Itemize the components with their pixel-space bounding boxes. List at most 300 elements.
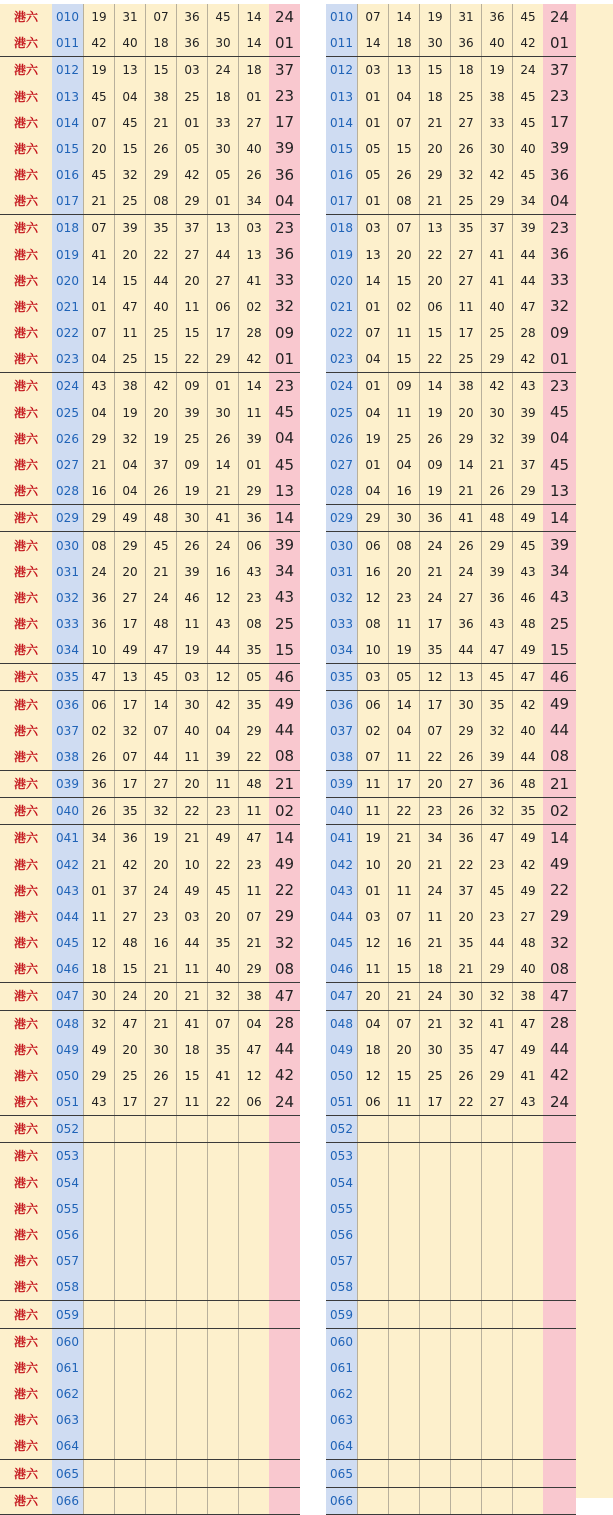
period-number: 024: [52, 373, 84, 400]
period-number: 025: [52, 400, 84, 426]
drawn-number: 21: [84, 188, 115, 215]
drawn-number: [420, 1487, 451, 1514]
drawn-number: 17: [451, 320, 482, 346]
drawn-number: 14: [239, 4, 270, 30]
drawn-number: 28: [239, 320, 270, 346]
period-number: 020: [52, 268, 84, 294]
drawn-number: 47: [115, 294, 146, 320]
period-number: 035: [326, 664, 358, 691]
special-number: 36: [269, 162, 300, 188]
period-number: 053: [52, 1143, 84, 1170]
lottery-label: 港六: [0, 904, 52, 930]
special-number: 28: [269, 1010, 300, 1037]
special-number: [543, 1170, 576, 1196]
special-number: 49: [269, 852, 300, 878]
drawn-number: [389, 1328, 420, 1355]
drawn-number: 29: [239, 718, 270, 744]
period-number: 057: [326, 1248, 358, 1274]
drawn-number: 47: [115, 1010, 146, 1037]
special-number: 49: [543, 691, 576, 718]
table-row: [326, 84, 576, 110]
drawn-number: [358, 1248, 389, 1274]
special-number: 49: [269, 691, 300, 718]
drawn-number: [208, 1433, 239, 1460]
table-row: [326, 532, 576, 559]
drawn-number: 14: [208, 452, 239, 478]
drawn-number: 03: [358, 664, 389, 691]
period-number: 060: [52, 1328, 84, 1355]
drawn-number: [451, 1196, 482, 1222]
drawn-number: 48: [115, 930, 146, 956]
drawn-number: 27: [146, 770, 177, 797]
drawn-number: 32: [482, 983, 513, 1010]
drawn-number: 07: [84, 215, 115, 242]
period-number: 044: [326, 904, 358, 930]
drawn-number: [239, 1222, 270, 1248]
table-row: [326, 1222, 576, 1248]
drawn-number: [239, 1328, 270, 1355]
drawn-number: [513, 1196, 544, 1222]
period-number: 019: [326, 242, 358, 268]
lottery-label: 港六: [0, 478, 52, 505]
drawn-number: 06: [358, 532, 389, 559]
lottery-label: 港六: [0, 505, 52, 532]
table-row: [0, 400, 300, 426]
drawn-number: 30: [482, 400, 513, 426]
drawn-number: 42: [84, 30, 115, 57]
drawn-number: 21: [208, 478, 239, 505]
drawn-number: 44: [146, 268, 177, 294]
table-row: [0, 637, 300, 664]
period-number: 037: [326, 718, 358, 744]
drawn-number: 29: [177, 188, 208, 215]
drawn-number: 47: [239, 825, 270, 852]
drawn-number: [239, 1143, 270, 1170]
drawn-number: [358, 1328, 389, 1355]
drawn-number: [513, 1460, 544, 1487]
drawn-number: 09: [420, 452, 451, 478]
drawn-number: 07: [208, 1010, 239, 1037]
drawn-number: 11: [358, 770, 389, 797]
drawn-number: [451, 1355, 482, 1381]
drawn-number: 45: [513, 84, 544, 110]
drawn-number: 39: [513, 426, 544, 452]
special-number: 17: [543, 110, 576, 136]
special-number: 29: [269, 904, 300, 930]
drawn-number: [239, 1381, 270, 1407]
drawn-number: [513, 1381, 544, 1407]
drawn-number: 20: [389, 242, 420, 268]
draw-table-sorted-order: [326, 4, 576, 1515]
table-row: [326, 346, 576, 373]
lottery-label: 港六: [0, 57, 52, 84]
special-number: 14: [543, 825, 576, 852]
period-number: 028: [326, 478, 358, 505]
drawn-number: 25: [420, 1063, 451, 1089]
drawn-number: 44: [513, 744, 544, 771]
drawn-number: 20: [420, 268, 451, 294]
period-number: 041: [326, 825, 358, 852]
drawn-number: 19: [420, 4, 451, 30]
drawn-number: 17: [208, 320, 239, 346]
drawn-number: 13: [115, 57, 146, 84]
drawn-number: 03: [358, 215, 389, 242]
drawn-number: 34: [84, 825, 115, 852]
table-row: [326, 110, 576, 136]
drawn-number: [482, 1487, 513, 1514]
drawn-number: 14: [146, 691, 177, 718]
special-number: 37: [543, 57, 576, 84]
drawn-number: [513, 1328, 544, 1355]
drawn-number: [482, 1116, 513, 1143]
drawn-number: 25: [389, 426, 420, 452]
drawn-number: 15: [146, 346, 177, 373]
special-number: [269, 1487, 300, 1514]
drawn-number: 36: [482, 4, 513, 30]
lottery-label: 港六: [0, 110, 52, 136]
drawn-number: 41: [208, 1063, 239, 1089]
drawn-number: 35: [239, 691, 270, 718]
drawn-number: [420, 1328, 451, 1355]
period-number: 050: [52, 1063, 84, 1089]
period-number: 027: [326, 452, 358, 478]
drawn-number: 36: [451, 611, 482, 637]
special-number: 32: [543, 930, 576, 956]
drawn-number: 24: [420, 983, 451, 1010]
drawn-number: 12: [239, 1063, 270, 1089]
period-number: 043: [326, 878, 358, 904]
drawn-number: [208, 1222, 239, 1248]
lottery-label: 港六: [0, 1143, 52, 1170]
special-number: [543, 1222, 576, 1248]
drawn-number: 19: [420, 400, 451, 426]
drawn-number: 21: [420, 559, 451, 585]
drawn-number: 48: [146, 611, 177, 637]
drawn-number: 04: [389, 718, 420, 744]
drawn-number: 29: [482, 346, 513, 373]
drawn-number: 12: [84, 930, 115, 956]
special-number: [269, 1143, 300, 1170]
drawn-number: 21: [146, 1010, 177, 1037]
drawn-number: 06: [420, 294, 451, 320]
special-number: [269, 1355, 300, 1381]
drawn-number: 18: [239, 57, 270, 84]
lottery-label: 港六: [0, 878, 52, 904]
table-row: [0, 1248, 300, 1274]
drawn-number: 29: [482, 532, 513, 559]
table-row: [326, 268, 576, 294]
drawn-number: 11: [239, 798, 270, 825]
lottery-label: 港六: [0, 162, 52, 188]
drawn-number: 29: [84, 426, 115, 452]
drawn-number: 01: [239, 452, 270, 478]
drawn-number: 21: [420, 110, 451, 136]
table-row: [0, 1407, 300, 1433]
drawn-number: 30: [146, 1037, 177, 1063]
drawn-number: [358, 1460, 389, 1487]
drawn-number: 29: [239, 956, 270, 983]
drawn-number: 35: [208, 930, 239, 956]
drawn-number: [420, 1170, 451, 1196]
drawn-number: [482, 1407, 513, 1433]
drawn-number: 03: [177, 904, 208, 930]
drawn-number: 16: [389, 930, 420, 956]
drawn-number: 19: [177, 478, 208, 505]
draw-table-original-order: [0, 4, 300, 1515]
drawn-number: 04: [239, 1010, 270, 1037]
drawn-number: 40: [513, 718, 544, 744]
period-number: 011: [326, 30, 358, 57]
drawn-number: [451, 1407, 482, 1433]
drawn-number: [239, 1301, 270, 1328]
table-row: [326, 930, 576, 956]
drawn-number: 18: [177, 1037, 208, 1063]
drawn-number: 25: [451, 346, 482, 373]
drawn-number: 07: [146, 4, 177, 30]
drawn-number: 12: [208, 664, 239, 691]
drawn-number: 20: [146, 983, 177, 1010]
drawn-number: [451, 1487, 482, 1514]
drawn-number: 36: [84, 611, 115, 637]
drawn-number: 34: [513, 188, 544, 215]
drawn-number: [84, 1433, 115, 1460]
lottery-label: 港六: [0, 84, 52, 110]
table-row: [0, 4, 300, 30]
drawn-number: [451, 1170, 482, 1196]
drawn-number: 42: [146, 373, 177, 400]
drawn-number: 27: [146, 1089, 177, 1116]
period-number: 053: [326, 1143, 358, 1170]
special-number: 09: [543, 320, 576, 346]
drawn-number: 18: [146, 30, 177, 57]
drawn-number: 19: [389, 637, 420, 664]
lottery-label: 港六: [0, 956, 52, 983]
period-number: 035: [52, 664, 84, 691]
drawn-number: 40: [177, 718, 208, 744]
period-number: 039: [326, 770, 358, 797]
lottery-label: 港六: [0, 798, 52, 825]
period-number: 017: [52, 188, 84, 215]
drawn-number: 44: [177, 930, 208, 956]
drawn-number: 41: [513, 1063, 544, 1089]
drawn-number: [420, 1196, 451, 1222]
drawn-number: 22: [420, 242, 451, 268]
drawn-number: [208, 1328, 239, 1355]
drawn-number: 13: [208, 215, 239, 242]
drawn-number: [177, 1143, 208, 1170]
drawn-number: 35: [451, 215, 482, 242]
drawn-number: 06: [239, 532, 270, 559]
drawn-number: 15: [420, 57, 451, 84]
drawn-number: 03: [358, 57, 389, 84]
drawn-number: 22: [177, 798, 208, 825]
drawn-number: 11: [358, 798, 389, 825]
drawn-number: 24: [451, 559, 482, 585]
special-number: 04: [269, 188, 300, 215]
drawn-number: 43: [84, 1089, 115, 1116]
drawn-number: [482, 1196, 513, 1222]
drawn-number: [208, 1355, 239, 1381]
period-number: 060: [326, 1328, 358, 1355]
drawn-number: 40: [513, 136, 544, 162]
drawn-number: [177, 1248, 208, 1274]
drawn-number: 26: [84, 744, 115, 771]
drawn-number: 18: [451, 57, 482, 84]
drawn-number: 14: [420, 373, 451, 400]
table-row: [0, 956, 300, 983]
drawn-number: 15: [389, 346, 420, 373]
drawn-number: 40: [146, 294, 177, 320]
period-number: 066: [52, 1487, 84, 1514]
drawn-number: [84, 1143, 115, 1170]
lottery-label: 港六: [0, 637, 52, 664]
special-number: 13: [269, 478, 300, 505]
period-number: 012: [52, 57, 84, 84]
drawn-number: [482, 1328, 513, 1355]
drawn-number: 42: [513, 691, 544, 718]
drawn-number: 36: [482, 585, 513, 611]
period-number: 015: [326, 136, 358, 162]
drawn-number: 15: [389, 1063, 420, 1089]
lottery-label: 港六: [0, 30, 52, 57]
drawn-number: 21: [146, 110, 177, 136]
table-row: [326, 426, 576, 452]
drawn-number: 03: [177, 57, 208, 84]
drawn-number: 23: [420, 798, 451, 825]
special-number: 36: [543, 162, 576, 188]
drawn-number: [115, 1222, 146, 1248]
drawn-number: 17: [420, 611, 451, 637]
drawn-number: [389, 1196, 420, 1222]
drawn-number: [451, 1460, 482, 1487]
drawn-number: 13: [389, 57, 420, 84]
drawn-number: [177, 1381, 208, 1407]
drawn-number: 32: [451, 1010, 482, 1037]
drawn-number: 24: [115, 983, 146, 1010]
table-row: [326, 215, 576, 242]
drawn-number: 45: [84, 162, 115, 188]
drawn-number: 01: [84, 878, 115, 904]
special-number: 39: [543, 136, 576, 162]
drawn-number: 47: [239, 1037, 270, 1063]
drawn-number: [177, 1196, 208, 1222]
special-number: 43: [269, 585, 300, 611]
drawn-number: 21: [389, 983, 420, 1010]
table-row: [0, 1222, 300, 1248]
period-number: 052: [52, 1116, 84, 1143]
drawn-number: 45: [482, 878, 513, 904]
special-number: [269, 1170, 300, 1196]
special-number: 02: [543, 798, 576, 825]
drawn-number: 24: [146, 878, 177, 904]
table-row: [326, 373, 576, 400]
table-row: [326, 57, 576, 84]
drawn-number: [389, 1487, 420, 1514]
table-row: [326, 478, 576, 505]
drawn-number: 30: [177, 691, 208, 718]
period-number: 020: [326, 268, 358, 294]
drawn-number: [115, 1143, 146, 1170]
table-row: [0, 1010, 300, 1037]
period-number: 023: [326, 346, 358, 373]
drawn-number: 48: [513, 930, 544, 956]
drawn-number: [389, 1274, 420, 1301]
drawn-number: 01: [208, 188, 239, 215]
lottery-label: 港六: [0, 1196, 52, 1222]
period-number: 036: [52, 691, 84, 718]
drawn-number: 41: [482, 268, 513, 294]
drawn-number: 32: [451, 162, 482, 188]
special-number: [543, 1143, 576, 1170]
period-number: 029: [326, 505, 358, 532]
drawn-number: 26: [239, 162, 270, 188]
drawn-number: 40: [208, 956, 239, 983]
drawn-number: 30: [451, 983, 482, 1010]
drawn-number: 15: [420, 320, 451, 346]
drawn-number: 47: [482, 637, 513, 664]
table-row: [0, 1037, 300, 1063]
special-number: [543, 1355, 576, 1381]
drawn-number: [482, 1381, 513, 1407]
special-number: 46: [543, 664, 576, 691]
period-number: 022: [52, 320, 84, 346]
drawn-number: 12: [208, 585, 239, 611]
drawn-number: 01: [177, 110, 208, 136]
drawn-number: 38: [146, 84, 177, 110]
special-number: [543, 1381, 576, 1407]
special-number: 08: [269, 744, 300, 771]
lottery-label: 港六: [0, 1355, 52, 1381]
period-number: 052: [326, 1116, 358, 1143]
drawn-number: 35: [513, 798, 544, 825]
drawn-number: [358, 1116, 389, 1143]
drawn-number: 27: [513, 904, 544, 930]
drawn-number: [239, 1248, 270, 1274]
drawn-number: 02: [389, 294, 420, 320]
table-row: [326, 611, 576, 637]
period-number: 028: [52, 478, 84, 505]
drawn-number: 27: [177, 242, 208, 268]
special-number: [269, 1328, 300, 1355]
period-number: 031: [326, 559, 358, 585]
drawn-number: 17: [420, 691, 451, 718]
right-margin-fill: [571, 4, 613, 1498]
drawn-number: 37: [146, 452, 177, 478]
drawn-number: [451, 1116, 482, 1143]
drawn-number: 24: [208, 57, 239, 84]
drawn-number: 32: [115, 718, 146, 744]
special-number: [543, 1196, 576, 1222]
drawn-number: 19: [482, 57, 513, 84]
drawn-number: 30: [389, 505, 420, 532]
table-row: [326, 1301, 576, 1328]
period-number: 055: [326, 1196, 358, 1222]
drawn-number: 27: [451, 770, 482, 797]
drawn-number: 35: [451, 1037, 482, 1063]
lottery-label: 港六: [0, 770, 52, 797]
drawn-number: 11: [358, 956, 389, 983]
period-number: 015: [52, 136, 84, 162]
drawn-number: [451, 1381, 482, 1407]
special-number: 39: [269, 532, 300, 559]
drawn-number: [389, 1381, 420, 1407]
drawn-number: [451, 1433, 482, 1460]
table-row: [326, 400, 576, 426]
period-number: 059: [326, 1301, 358, 1328]
table-row: [326, 637, 576, 664]
drawn-number: [358, 1407, 389, 1433]
period-number: 030: [326, 532, 358, 559]
